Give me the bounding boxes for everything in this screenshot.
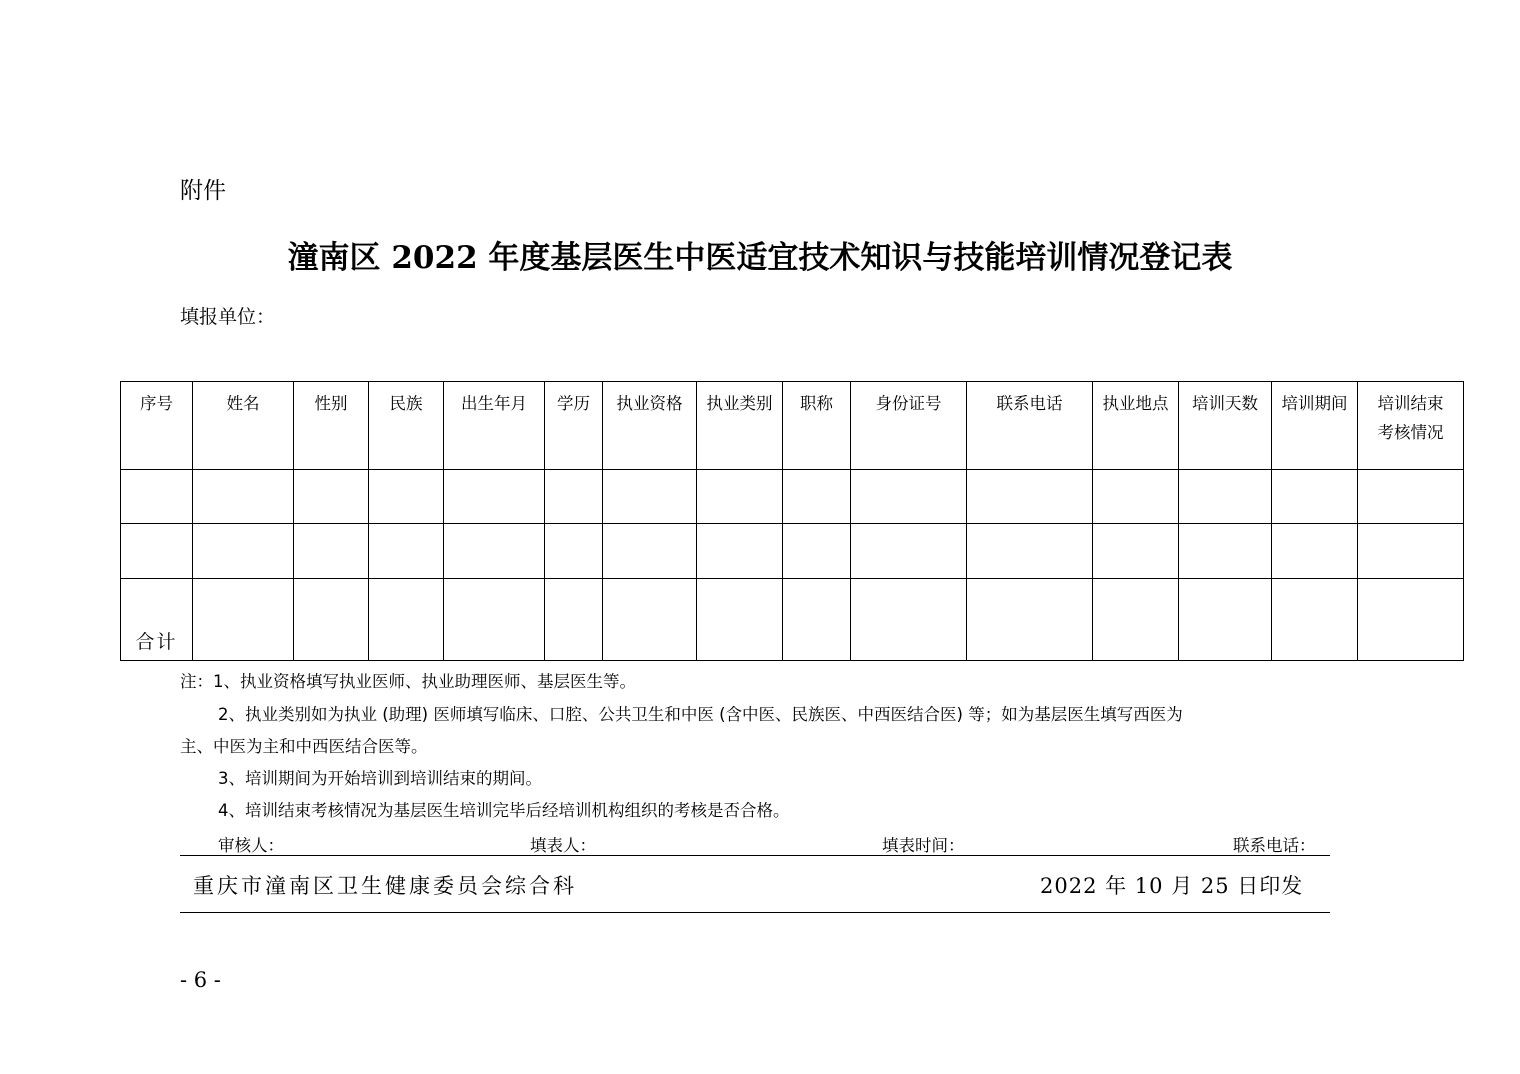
table-cell[interactable] xyxy=(193,470,294,524)
column-header: 执业类别 xyxy=(697,382,783,470)
column-header: 培训结束考核情况 xyxy=(1358,382,1464,470)
table-cell[interactable] xyxy=(444,524,545,579)
table-cell[interactable] xyxy=(967,579,1093,661)
note-2: 2、执业类别如为执业 (助理) 医师填写临床、口腔、公共卫生和中医 (含中医、民族医、中西医结合医) 等；如为基层医生填写西医为 xyxy=(218,705,1183,724)
table-cell[interactable] xyxy=(851,579,967,661)
note-3: 3、培训期间为开始培训到培训结束的期间。 xyxy=(218,769,542,788)
table-cell[interactable] xyxy=(697,579,783,661)
phone-label: 联系电话： xyxy=(1233,836,1316,855)
table-cell[interactable] xyxy=(545,524,603,579)
table-cell[interactable] xyxy=(1272,579,1358,661)
table-cell[interactable] xyxy=(121,470,193,524)
table-cell[interactable] xyxy=(444,579,545,661)
table-cell[interactable] xyxy=(545,579,603,661)
table-cell[interactable] xyxy=(545,470,603,524)
table-cell[interactable] xyxy=(1272,524,1358,579)
column-header: 执业资格 xyxy=(603,382,697,470)
registration-table xyxy=(120,381,1464,661)
column-header: 培训期间 xyxy=(1272,382,1358,470)
note-1: 注：1、执业资格填写执业医师、执业助理医师、基层医生等。 xyxy=(180,672,636,691)
table-cell[interactable] xyxy=(121,524,193,579)
attachment-label: 附件 xyxy=(180,178,226,204)
table-cell[interactable] xyxy=(294,579,369,661)
table-cell[interactable] xyxy=(1093,470,1179,524)
table-cell[interactable] xyxy=(1179,524,1272,579)
issuer-name: 重庆市潼南区卫生健康委员会综合科 xyxy=(193,874,577,898)
column-header: 联系电话 xyxy=(967,382,1093,470)
table-cell[interactable] xyxy=(697,524,783,579)
column-header: 执业地点 xyxy=(1093,382,1179,470)
table-cell[interactable] xyxy=(851,524,967,579)
table-cell[interactable] xyxy=(1179,579,1272,661)
table-cell[interactable] xyxy=(444,470,545,524)
table-header-row xyxy=(121,382,1464,470)
column-header: 出生年月 xyxy=(444,382,545,470)
table-row xyxy=(121,470,1464,524)
column-header: 序号 xyxy=(121,382,193,470)
issue-date: 2022 年 10 月 25 日印发 xyxy=(1040,874,1304,898)
table-cell[interactable] xyxy=(294,470,369,524)
table-cell[interactable] xyxy=(369,579,444,661)
column-header: 民族 xyxy=(369,382,444,470)
footer-bottom-rule xyxy=(180,912,1330,913)
table-cell[interactable] xyxy=(697,470,783,524)
table-cell[interactable] xyxy=(294,524,369,579)
table-cell[interactable] xyxy=(783,470,851,524)
table-cell[interactable] xyxy=(193,524,294,579)
note-4: 4、培训结束考核情况为基层医生培训完毕后经培训机构组织的考核是否合格。 xyxy=(218,801,790,820)
table-cell[interactable] xyxy=(783,579,851,661)
note-2-continued: 主、中医为主和中西医结合医等。 xyxy=(180,737,428,756)
table-row xyxy=(121,524,1464,579)
fill-time-label: 填表时间： xyxy=(882,836,965,855)
table-cell[interactable] xyxy=(1358,524,1464,579)
form-title: 潼南区 2022 年度基层医生中医适宜技术知识与技能培训情况登记表 xyxy=(287,240,1233,276)
table-cell[interactable] xyxy=(193,579,294,661)
column-header: 性别 xyxy=(294,382,369,470)
table-cell[interactable] xyxy=(1358,470,1464,524)
page-number: - 6 - xyxy=(180,968,221,992)
column-header: 学历 xyxy=(545,382,603,470)
table-cell[interactable] xyxy=(369,524,444,579)
table-cell[interactable] xyxy=(783,524,851,579)
column-header: 培训天数 xyxy=(1179,382,1272,470)
table-cell[interactable] xyxy=(851,470,967,524)
table-cell[interactable] xyxy=(603,470,697,524)
table-cell[interactable] xyxy=(369,470,444,524)
table-cell[interactable] xyxy=(967,524,1093,579)
reviewer-label: 审核人： xyxy=(218,836,284,855)
table-cell[interactable] xyxy=(1179,470,1272,524)
table-cell[interactable] xyxy=(1272,470,1358,524)
column-header: 身份证号 xyxy=(851,382,967,470)
footer-top-rule xyxy=(180,855,1330,856)
table-cell[interactable] xyxy=(603,579,697,661)
table-cell[interactable] xyxy=(1093,524,1179,579)
table-cell[interactable] xyxy=(1093,579,1179,661)
column-header: 姓名 xyxy=(193,382,294,470)
total-row xyxy=(121,579,1464,661)
reporting-unit-label: 填报单位： xyxy=(180,306,276,328)
table-cell[interactable] xyxy=(967,470,1093,524)
filler-label: 填表人： xyxy=(530,836,596,855)
table-cell[interactable] xyxy=(1358,579,1464,661)
table-cell[interactable] xyxy=(603,524,697,579)
column-header: 职称 xyxy=(783,382,851,470)
total-label: 合计 xyxy=(121,579,193,661)
